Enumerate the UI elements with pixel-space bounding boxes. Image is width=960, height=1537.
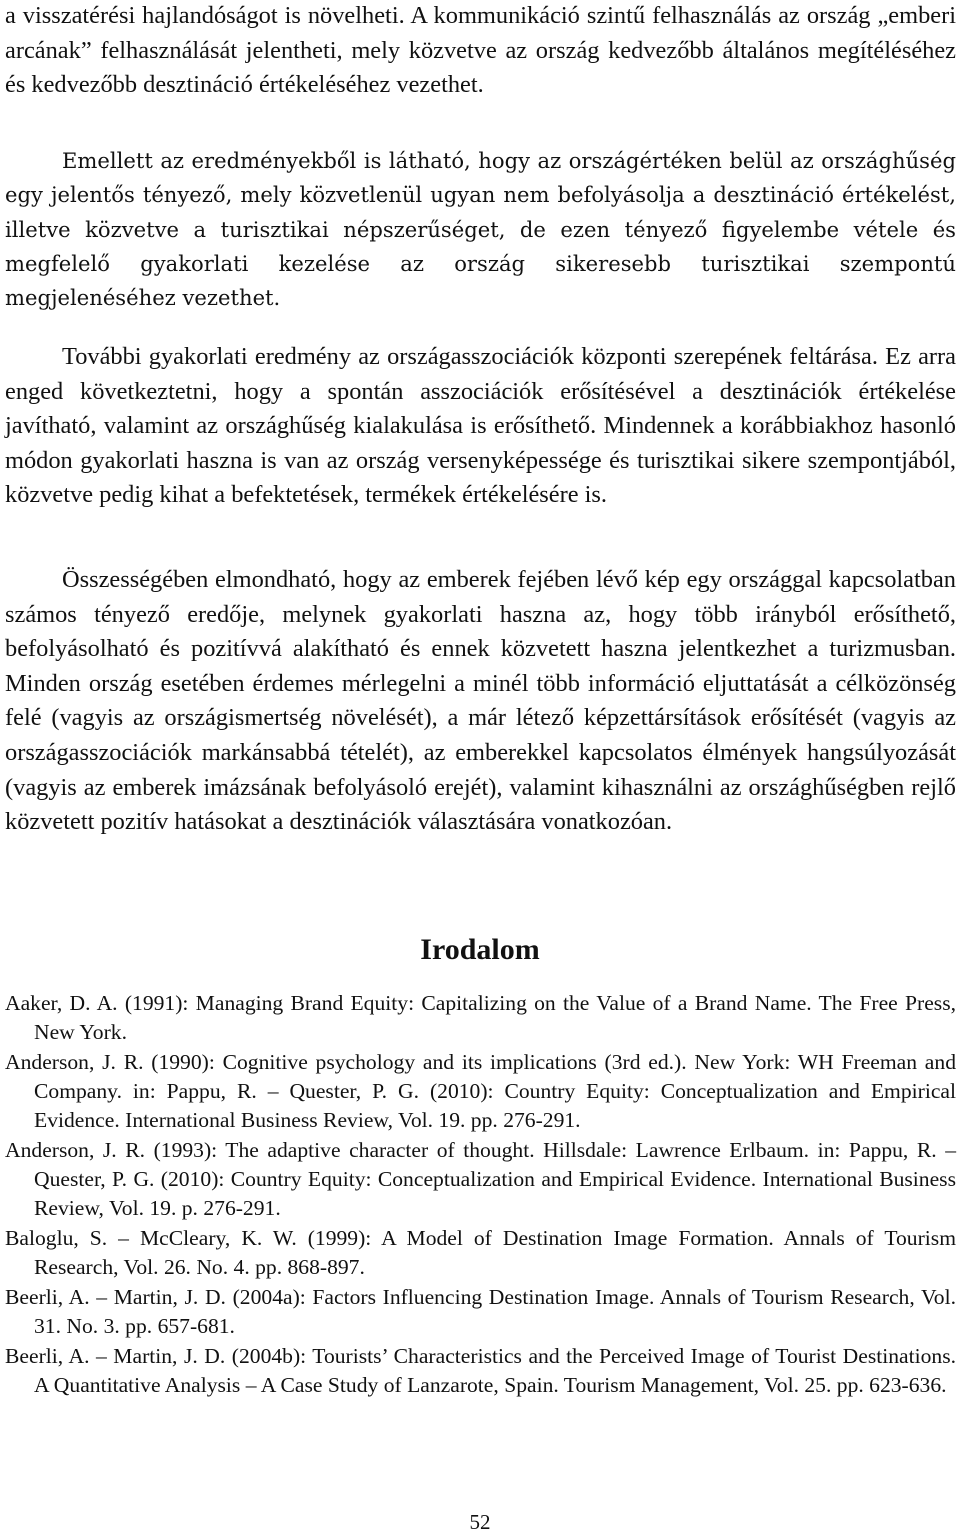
reference-item: Anderson, J. R. (1990): Cognitive psychology and its implications (3rd ed.). New York: WH Freeman and Company. in: Pappu, R. – Quester, P. G. (2010): Country Equity: Conceptualization and Empirical Evidence. International Business Review, Vol. 19. pp. 276-291. [5,1049,956,1133]
references-heading: Irodalom [420,933,540,966]
reference-item: Aaker, D. A. (1991): Managing Brand Equity: Capitalizing on the Value of a Brand Name. The Free Press, New York. [5,991,956,1045]
reference-item: Baloglu, S. – McCleary, K. W. (1999): A Model of Destination Image Formation. Annals of Tourism Research, Vol. 26. No. 4. pp. 868-897. [5,1226,956,1280]
reference-item: Beerli, A. – Martin, J. D. (2004a): Factors Influencing Destination Image. Annals of Tourism Research, Vol. 31. No. 3. pp. 657-681. [5,1285,956,1339]
reference-item: Anderson, J. R. (1993): The adaptive character of thought. Hillsdale: Lawrence Erlbaum. in: Pappu, R. – Quester, P. G. (2010): Country Equity: Conceptualization and Empirical Evidence. International Business Review, Vol. 19. p. 276-291. [5,1138,956,1221]
body-paragraph: További gyakorlati eredmény az országasszociációk központi szerepének feltárása. Ez arra enged következtetni, hogy a spontán asszociációk erősítésével a desztinációk értékelése javítható, valamint az országhűség kialakulása is erősíthető. Mindennek a korábbiakhoz hasonló módon gyakorlati haszna is van az ország versenyképessége és turisztikai sikere szempontjából, közvetve pedig kihat a befektetések, termékek értékelésére is. [5,343,956,509]
reference-item: Beerli, A. – Martin, J. D. (2004b): Tourists’ Characteristics and the Perceived Image of Tourist Destinations. A Quantitative Analysis – A Case Study of Lanzarote, Spain. Tourism Management, Vol. 25. pp. 623-636. [5,1343,956,1398]
body-paragraph: Összességében elmondható, hogy az emberek fejében lévő kép egy országgal kapcsolatban számos tényező eredője, melynek gyakorlati haszna az, hogy több irányból erősíthető, befolyásolható és pozitívvá alakítható és ennek közvetett haszna jelentkezhet a turizmusban. Minden ország esetében érdemes mérlegelni a minél több információ eljuttatását a célközönség felé (vagyis az országismertség növelését), a már létező képzettársítások erősítését (vagyis az országasszociációk markánsabbá tételét), az emberekkel kapcsolatos élmények hangsúlyozását (vagyis az emberek imázsának befolyásoló erejét), valamint kihasználni az országhűségben rejlő közvetett pozitív hatásokat a desztinációk választására vonatkozóan. [5,566,956,836]
body-paragraph: Emellett az eredményekből is látható, hogy az országértéken belül az országhűség egy jelentős tényező, mely közvetlenül ugyan nem befolyásolja a desztináció értékelést, illetve közvetve a turisztikai népszerűséget, de ezen tényező figyelembe vétele és megfelelő gyakorlati kezelése az ország sikeresebb turisztikai szempontú megjelenéséhez vezethet. [5,148,956,311]
body-paragraph-continued: a visszatérési hajlandóságot is növelheti. A kommunikáció szintű felhasználás az ország „emberi arcának” felhasználását jelentheti, mely közvetve az ország kedvezőbb általános megítéléséhez és kedvezőbb desztináció értékeléséhez vezethet. [5,2,956,99]
reference-list [5,989,956,1400]
page-number: 52 [469,1510,491,1534]
